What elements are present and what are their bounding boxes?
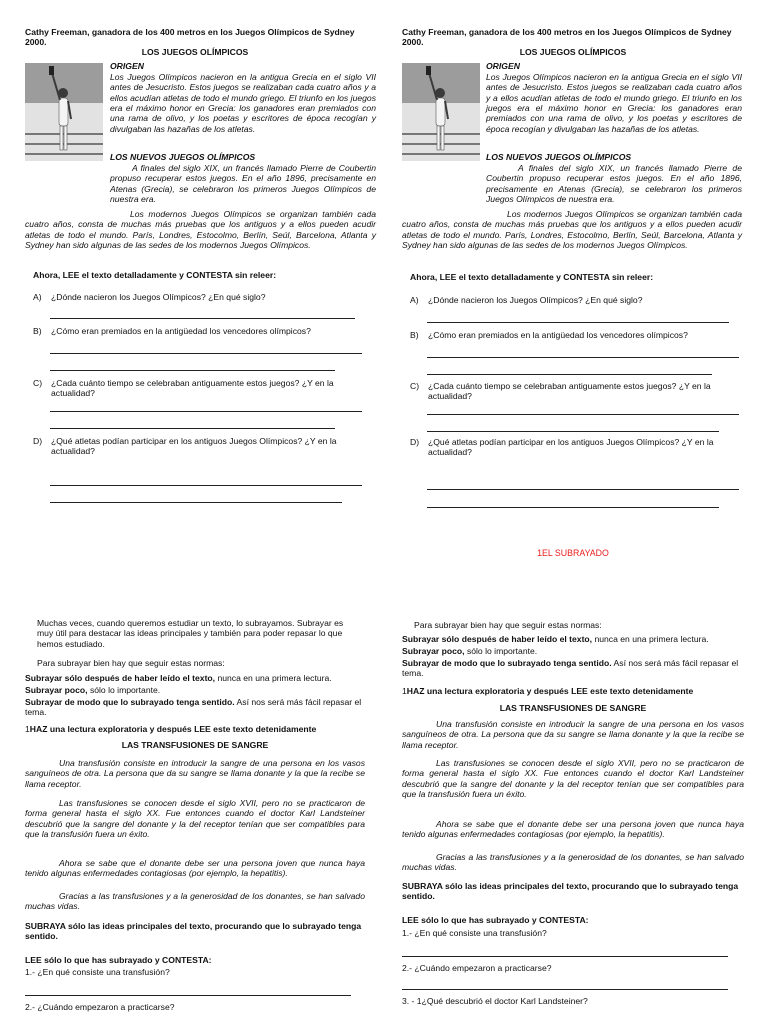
answer-line[interactable]: [402, 956, 728, 957]
answer-line[interactable]: [50, 428, 335, 429]
question-label: D): [33, 436, 43, 446]
question-text: ¿Qué atletas podían participar en los antiguos Juegos Olímpicos? ¿Y en la actualidad?: [51, 436, 337, 457]
origen-title: ORIGEN: [110, 61, 144, 71]
answer-line[interactable]: [427, 507, 719, 508]
transf-paragraph-1-text: Una transfusión consiste en introducir la sangre de una persona en los vasos sanguíneos de otra. La persona que da su sangre se llama donante y la que la recibe se llama receptor.: [402, 719, 744, 750]
origen-paragraph: Los Juegos Olímpicos nacieron en la antigua Grecia en el siglo VII antes de Jesucristo. Estos juegos se realizaban cada cuatro años y a ellos acudían atletas de todo el mundo griego. El triunfo en los juegos era el máximo honor en Grecia: los ganadores eran premiados con una rama de olivo, y los poetas y escritores de época recogían y divulgaban las hazañas de los atletas.: [110, 72, 376, 134]
answer-line[interactable]: [427, 322, 729, 323]
nuevos-title: LOS NUEVOS JUEGOS OLÍMPICOS: [486, 152, 632, 162]
athlete-photo: [25, 63, 103, 161]
answer-line[interactable]: [427, 414, 739, 415]
transf-question-2: 2.- ¿Cuándo empezaron a practicarse?: [25, 1002, 175, 1012]
transf-paragraph-2: [25, 798, 365, 839]
norma-2-bold: Subrayar poco,: [402, 646, 465, 656]
norma-2-rest: sólo lo importante.: [87, 685, 161, 695]
answer-line[interactable]: [427, 374, 712, 375]
haz-instruction: [25, 724, 365, 734]
answer-line[interactable]: [50, 318, 355, 319]
lee-instruction: LEE sólo lo que has subrayado y CONTESTA:: [25, 955, 212, 965]
question-text: ¿Cómo eran premiados en la antigüedad los vencedores olímpicos?: [51, 326, 311, 336]
question-text: ¿Cómo eran premiados en la antigüedad los vencedores olímpicos?: [428, 330, 688, 340]
question-text: ¿Cada cuánto tiempo se celebraban antiguamente estos juegos? ¿Y en la actualidad?: [428, 381, 711, 402]
nuevos-paragraph-1: [110, 163, 376, 204]
norma-3-bold: Subrayar de modo que lo subrayado tenga sentido.: [402, 658, 612, 668]
norma-2: [402, 646, 744, 656]
photo-caption: Cathy Freeman, ganadora de los 400 metros en los Juegos Olímpicos de Sydney 2000.: [402, 27, 732, 48]
norma-1-rest: nunca en una primera lectura.: [592, 634, 709, 644]
question-d: [410, 437, 730, 458]
subraya-instruction: SUBRAYA sólo las ideas principales del texto, procurando que lo subrayado tenga sentido.: [402, 881, 739, 902]
norma-1-bold: Subrayar sólo después de haber leído el texto,: [402, 634, 593, 644]
nuevos-paragraph-1-text: A finales del siglo XIX, un francés llamado Pierre de Coubertin propuso recuperar estos juegos. En el año 1896, precisamente en Atenas (Grecia), se celebraron los primeros Juegos Olímpicos de nuestra era.: [486, 163, 742, 204]
answer-line[interactable]: [427, 357, 739, 358]
olympics-title: LOS JUEGOS OLÍMPICOS: [519, 47, 627, 57]
transf-paragraph-4: [25, 891, 365, 912]
transfusiones-title: LAS TRANSFUSIONES DE SANGRE: [499, 703, 647, 713]
answer-line[interactable]: [50, 502, 342, 503]
transf-paragraph-4-text: Gracias a las transfusiones y a la generosidad de los donantes, se han salvado muchas vidas.: [25, 891, 365, 912]
transfusiones-title: LAS TRANSFUSIONES DE SANGRE: [121, 740, 269, 750]
norma-1-bold: Subrayar sólo después de haber leído el texto,: [25, 673, 216, 683]
question-b: [410, 330, 730, 340]
nuevos-paragraph-1: [486, 163, 742, 204]
question-label: C): [410, 381, 420, 391]
lee-instruction: LEE sólo lo que has subrayado y CONTESTA:: [402, 915, 589, 925]
haz-text: HAZ una lectura exploratoria y después LEE este texto detenidamente: [406, 686, 694, 696]
normas-intro: Para subrayar bien hay que seguir estas normas:: [414, 620, 602, 630]
nuevos-title: LOS NUEVOS JUEGOS OLÍMPICOS: [110, 152, 256, 162]
nuevos-paragraph-2: [25, 209, 376, 250]
question-label: D): [410, 437, 420, 447]
transf-paragraph-3: [402, 819, 744, 840]
subrayado-title: 1EL SUBRAYADO: [537, 548, 609, 558]
norma-3: [402, 658, 744, 679]
answer-line[interactable]: [427, 489, 739, 490]
norma-3: [25, 697, 365, 718]
norma-1: [402, 634, 744, 644]
transf-paragraph-2-text: Las transfusiones se conocen desde el siglo XVII, pero no se practicaron de forma general hasta el siglo XX. Fue entonces cuando el doctor Karl Landsteiner descubrió que la sangre del donante y la del receptor tenían que ser compatibles para que la transfusión fuera un éxito.: [25, 798, 365, 839]
answer-line[interactable]: [402, 989, 728, 990]
transf-paragraph-1-text: Una transfusión consiste en introducir la sangre de una persona en los vasos sanguíneos de otra. La persona que da su sangre se llama donante y la que la recibe se llama receptor.: [25, 758, 365, 789]
transf-question-1: 1.- ¿En qué consiste una transfusión?: [25, 967, 170, 977]
question-label: B): [33, 326, 42, 336]
haz-text: HAZ una lectura exploratoria y después LEE este texto detenidamente: [29, 724, 317, 734]
athlete-photo: [402, 63, 480, 161]
answer-line[interactable]: [50, 370, 335, 371]
transf-paragraph-2-text: Las transfusiones se conocen desde el siglo XVII, pero no se practicaron de forma general hasta el siglo XX. Fue entonces cuando el doctor Karl Landsteiner descubrió que la sangre del donante y la del receptor tenían que ser compatibles para que la transfusión fuera un éxito.: [402, 758, 744, 799]
olympics-title: LOS JUEGOS OLÍMPICOS: [141, 47, 249, 57]
subraya-instruction: SUBRAYA sólo las ideas principales del texto, procurando que lo subrayado tenga sentido.: [25, 921, 362, 942]
transf-paragraph-4-text: Gracias a las transfusiones y a la generosidad de los donantes, se han salvado muchas vidas.: [402, 852, 744, 873]
transf-question-1: 1.- ¿En qué consiste una transfusión?: [402, 928, 547, 938]
athlete-silhouette-icon: [402, 63, 480, 161]
question-b: [33, 326, 353, 336]
haz-number: 1: [25, 724, 30, 734]
norma-2: [25, 685, 365, 695]
norma-1-rest: nunca en una primera lectura.: [215, 673, 332, 683]
norma-2-bold: Subrayar poco,: [25, 685, 88, 695]
transf-paragraph-1: [402, 719, 744, 750]
question-c: [33, 378, 353, 399]
subrayado-intro: Muchas veces, cuando queremos estudiar un texto, lo subrayamos. Subrayar es muy útil para destacar las ideas principales y también para poder repasar lo que hemos estudiado.: [37, 618, 344, 649]
normas-intro: Para subrayar bien hay que seguir estas normas:: [37, 658, 225, 668]
question-label: A): [410, 295, 419, 305]
transf-paragraph-3-text: Ahora se sabe que el donante debe ser una persona joven que nunca haya tenido algunas enfermedades contagiosas (por ejemplo, la hepatitis).: [402, 819, 744, 840]
answer-line[interactable]: [50, 411, 362, 412]
transf-paragraph-3: [25, 858, 365, 879]
origen-title: ORIGEN: [486, 61, 520, 71]
haz-number: 1: [402, 686, 407, 696]
question-label: A): [33, 292, 42, 302]
norma-3-rest: Así nos será más fácil repasar el tema.: [402, 658, 739, 679]
transf-question-3: 3. - 1¿Qué descubrió el doctor Karl Landsteiner?: [402, 996, 588, 1006]
athlete-silhouette-icon: [25, 63, 103, 161]
question-d: [33, 436, 353, 457]
question-label: C): [33, 378, 43, 388]
haz-instruction: [402, 686, 744, 696]
transf-question-2: 2.- ¿Cuándo empezaron a practicarse?: [402, 963, 552, 973]
question-c: [410, 381, 730, 402]
transf-paragraph-2: [402, 758, 744, 799]
norma-3-rest: Así nos será más fácil repasar el tema.: [25, 697, 362, 718]
answer-line[interactable]: [25, 995, 351, 996]
norma-3-bold: Subrayar de modo que lo subrayado tenga sentido.: [25, 697, 235, 707]
instruction-text: Ahora, LEE el texto detalladamente y CONTESTA sin releer:: [410, 272, 654, 282]
nuevos-paragraph-2: [402, 209, 742, 250]
transf-paragraph-3-text: Ahora se sabe que el donante debe ser una persona joven que nunca haya tenido algunas enfermedades contagiosas (por ejemplo, la hepatitis).: [25, 858, 365, 879]
question-text: ¿Dónde nacieron los Juegos Olímpicos? ¿En qué siglo?: [428, 295, 643, 305]
nuevos-paragraph-2-text: Los modernos Juegos Olímpicos se organizan también cada cuatro años, consta de muchas más pruebas que los antiguos y a ellos pueden acudir atletas de todo el mundo. París, Londres, Estocolmo, Berlín, Seúl, Barcelona, Atlanta y Sydney han sido algunas de las sedes de los modernos Juegos Olímpicos.: [402, 209, 742, 250]
question-a: [33, 292, 353, 302]
origen-paragraph: Los Juegos Olímpicos nacieron en la antigua Grecia en el siglo VII antes de Jesucristo. Estos juegos se realizaban cada cuatro años y a ellos acudían atletas de todo el mundo griego. El triunfo en los juegos era el máximo honor en Grecia: los ganadores eran premiados con una rama de olivo, y los poetas y escritores de época recogían y divulgaban las hazañas de los atletas.: [486, 72, 742, 134]
nuevos-paragraph-2-text: Los modernos Juegos Olímpicos se organizan también cada cuatro años, consta de muchas más pruebas que los antiguos y a ellos pueden acudir atletas de todo el mundo. París, Londres, Estocolmo, Berlín, Seúl, Barcelona, Atlanta y Sydney han sido algunas de las sedes de los modernos Juegos Olímpicos.: [25, 209, 376, 250]
question-a: [410, 295, 730, 305]
question-text: ¿Cada cuánto tiempo se celebraban antiguamente estos juegos? ¿Y en la actualidad?: [51, 378, 334, 399]
norma-1: [25, 673, 365, 683]
instruction-text: Ahora, LEE el texto detalladamente y CONTESTA sin releer:: [33, 270, 277, 280]
answer-line[interactable]: [50, 485, 362, 486]
norma-2-rest: sólo lo importante.: [464, 646, 538, 656]
question-label: B): [410, 330, 419, 340]
transf-paragraph-4: [402, 852, 744, 873]
answer-line[interactable]: [427, 431, 719, 432]
answer-line[interactable]: [50, 353, 362, 354]
nuevos-paragraph-1-text: A finales del siglo XIX, un francés llamado Pierre de Coubertin propuso recuperar estos juegos. En el año 1896, precisamente en Atenas (Grecia), se celebraron los primeros Juegos Olímpicos de nuestra era.: [110, 163, 376, 204]
question-text: ¿Qué atletas podían participar en los antiguos Juegos Olímpicos? ¿Y en la actualidad?: [428, 437, 714, 458]
photo-caption: Cathy Freeman, ganadora de los 400 metros en los Juegos Olímpicos de Sydney 2000.: [25, 27, 355, 48]
question-text: ¿Dónde nacieron los Juegos Olímpicos? ¿En qué siglo?: [51, 292, 266, 302]
transf-paragraph-1: [25, 758, 365, 789]
